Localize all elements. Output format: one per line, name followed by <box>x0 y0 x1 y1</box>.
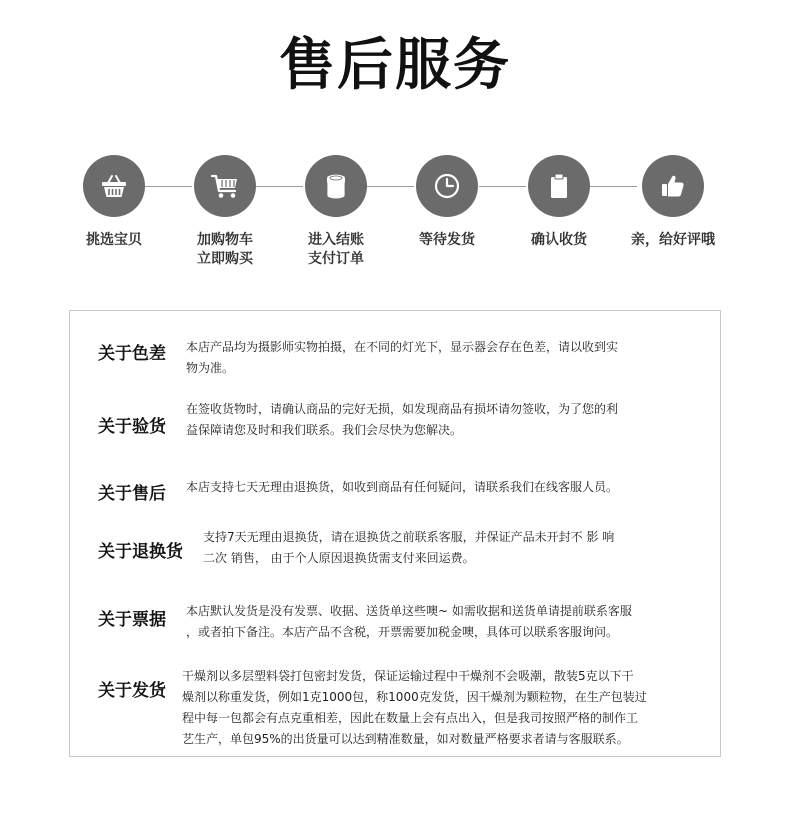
step-label: 等待发货 <box>419 232 475 248</box>
step-circle <box>416 155 478 217</box>
policy-text: 干燥剂以多层塑料袋打包密封发货，保证运输过程中干燥剂不会吸潮，散装5克以下干 燥剂以称重发货，例如1克1000包，称1000克发货，因干燥剂为颗粒物，在生产包装过 程中每一包都会有点克重相差，因此在数量上会有点出入，但是我司按照严格的制作工 艺生产，单包95%的出货量可以达到精准数量，如对数量严格要求者请与客服联系。 <box>182 669 647 746</box>
step-leave-review <box>613 155 733 250</box>
policy-text: 本店产品均为摄影师实物拍摄，在不同的灯光下，显示器会存在色差，请以收到实 物为准。 <box>186 340 619 375</box>
step-label: 挑选宝贝 <box>86 232 142 248</box>
page-title: 售后服务 <box>279 33 511 98</box>
step-label: 加购物车 立即购买 <box>197 232 253 267</box>
step-label: 亲，给好评哦 <box>631 232 715 248</box>
policy-title: 关于验货 <box>98 417 166 437</box>
basket-icon <box>97 169 131 203</box>
after-sales-policy-panel <box>69 310 721 757</box>
step-confirm-receipt <box>499 155 619 250</box>
step-label: 确认收货 <box>531 232 587 248</box>
policy-text: 本店默认发货是没有发票、收据、送货单这些噢~ 如需收据和送货单请提前联系客服 ，或者拍下备注。本店产品不含税，开票需要加税金噢，具体可以联系客服询问。 <box>186 604 632 639</box>
step-add-to-cart <box>165 155 285 269</box>
step-circle <box>642 155 704 217</box>
purchase-flow-steps <box>0 155 790 275</box>
policy-title: 关于售后 <box>98 484 166 504</box>
step-await-shipping <box>387 155 507 250</box>
step-circle <box>194 155 256 217</box>
step-circle <box>83 155 145 217</box>
policy-text: 支持7天无理由退换货，请在退换货之前联系客服，并保证产品未开封不 影 响 二次 销售， 由于个人原因退换货需支付来回运费。 <box>203 530 615 565</box>
policy-title: 关于发货 <box>98 681 166 701</box>
clock-icon <box>430 169 464 203</box>
policy-text: 在签收货物时，请确认商品的完好无损，如发现商品有损坏请勿签收，为了您的利 益保障请您及时和我们联系。我们会尽快为您解决。 <box>186 402 619 437</box>
policy-title: 关于票据 <box>98 610 166 630</box>
step-choose-item <box>54 155 174 250</box>
policy-title: 关于色差 <box>98 344 166 364</box>
clipboard-icon <box>542 169 576 203</box>
step-circle <box>305 155 367 217</box>
step-label: 进入结账 支付订单 <box>308 232 364 267</box>
policy-text: 本店支持七天无理由退换货，如收到商品有任何疑问，请联系我们在线客服人员。 <box>186 480 619 494</box>
thumbs-up-icon <box>656 169 690 203</box>
step-checkout <box>276 155 396 269</box>
policy-title: 关于退换货 <box>98 542 183 562</box>
coin-stack-icon <box>319 169 353 203</box>
shopping-cart-icon <box>208 169 242 203</box>
step-circle <box>528 155 590 217</box>
